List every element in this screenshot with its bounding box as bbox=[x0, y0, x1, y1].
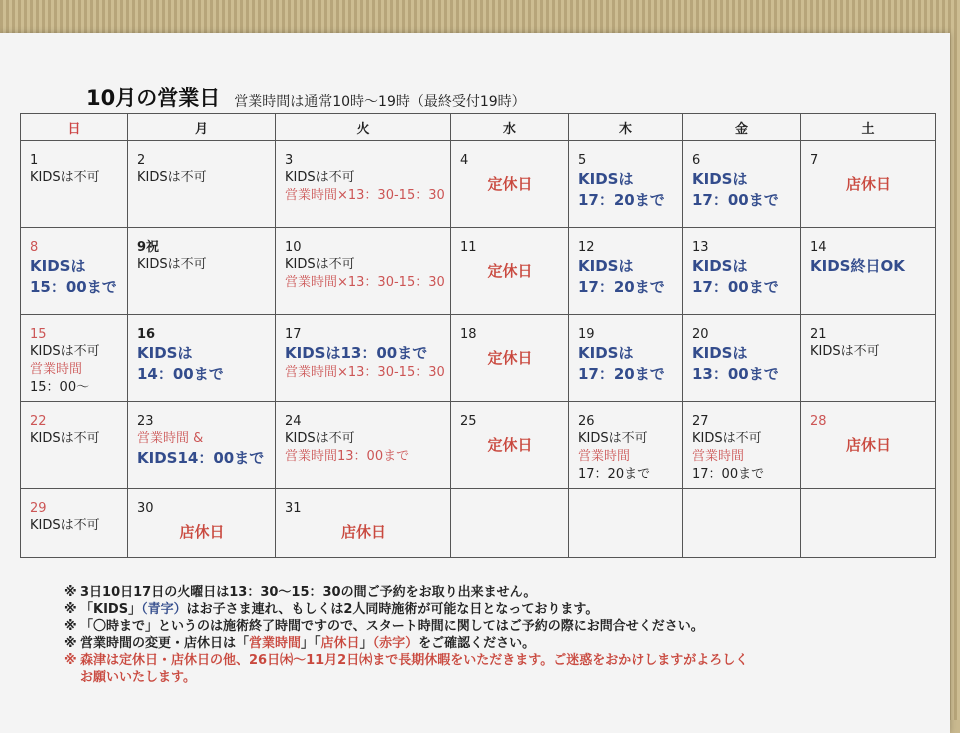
week-row bbox=[21, 141, 936, 228]
day-cell bbox=[683, 141, 801, 228]
weekday-tue: 火 bbox=[276, 114, 451, 141]
weekday-fri: 金 bbox=[683, 114, 801, 141]
note-4-e: 」 bbox=[359, 636, 373, 651]
day-note: KIDSは不可 bbox=[285, 170, 355, 185]
day-note: 15：00～ bbox=[30, 380, 90, 395]
day-number: 18 bbox=[460, 327, 477, 342]
kids-info: KIDSは bbox=[578, 344, 634, 362]
day-note: 17：00まで bbox=[692, 467, 765, 482]
day-note: KIDSは不可 bbox=[30, 344, 100, 359]
day-note: KIDSは不可 bbox=[30, 431, 100, 446]
day-cell bbox=[276, 141, 451, 228]
kids-info: 15：00まで bbox=[30, 278, 117, 296]
weekday-sun: 日 bbox=[21, 114, 128, 141]
closed-label: 定休日 bbox=[487, 349, 533, 367]
calendar-body bbox=[21, 141, 936, 558]
day-cell bbox=[451, 489, 569, 558]
day-number: 27 bbox=[692, 414, 709, 429]
day-number: 5 bbox=[578, 153, 587, 168]
note-1-text: 3日10日17日の火曜日は13：30～15：30の間ご予約をお取り出来ません。 bbox=[80, 585, 537, 600]
day-cell bbox=[801, 315, 936, 402]
day-number: 2 bbox=[137, 153, 146, 168]
day-cell bbox=[569, 489, 683, 558]
day-cell bbox=[801, 228, 936, 315]
day-note: KIDSは不可 bbox=[285, 257, 355, 272]
day-number: 21 bbox=[810, 327, 827, 342]
kids-info: KIDSは bbox=[578, 170, 634, 188]
note-2-text: はお子さま連れ、もしくは2人同時施術が可能な日となっております。 bbox=[186, 602, 599, 617]
day-number: 7 bbox=[810, 153, 819, 168]
day-cell bbox=[21, 402, 128, 489]
kids-info: KIDSは bbox=[692, 170, 748, 188]
day-cell bbox=[21, 141, 128, 228]
kids-info: KIDS終日OK bbox=[810, 257, 905, 275]
day-note: KIDSは不可 bbox=[810, 344, 880, 359]
day-number: 3 bbox=[285, 153, 294, 168]
kids-info: 14：00まで bbox=[137, 365, 224, 383]
kids-info: 13：00まで bbox=[692, 365, 779, 383]
day-cell bbox=[21, 315, 128, 402]
day-number: 30 bbox=[137, 501, 154, 516]
note-4-g: をご確認ください。 bbox=[418, 636, 536, 651]
week-row bbox=[21, 489, 936, 558]
kids-info: 17：00まで bbox=[692, 191, 779, 209]
kids-info: KIDS14：00まで bbox=[137, 449, 265, 467]
day-number: 19 bbox=[578, 327, 595, 342]
day-cell bbox=[128, 489, 276, 558]
note-5-text: 森津は定休日・店休日の他、26日㈭～11月2日㈭まで長期休暇をいただきます。ご迷惑をおかけしますがよろしく bbox=[80, 653, 749, 668]
day-cell bbox=[276, 315, 451, 402]
note-mark: ※ bbox=[64, 585, 77, 600]
kids-info: KIDSは bbox=[692, 257, 748, 275]
day-cell bbox=[21, 489, 128, 558]
note-1 bbox=[64, 584, 944, 601]
day-number: 28 bbox=[810, 414, 827, 429]
closed-label: 定休日 bbox=[487, 436, 533, 454]
hours-info: 営業時間×13：30-15：30 bbox=[285, 365, 445, 380]
day-cell bbox=[569, 141, 683, 228]
kids-info: 17：20まで bbox=[578, 365, 665, 383]
closed-label: 店休日 bbox=[340, 523, 386, 541]
day-number: 29 bbox=[30, 501, 47, 516]
day-number: 12 bbox=[578, 240, 595, 255]
day-cell bbox=[801, 141, 936, 228]
day-cell bbox=[451, 315, 569, 402]
day-number: 17 bbox=[285, 327, 302, 342]
hours-info: 営業時間 & bbox=[137, 431, 204, 446]
day-number: 1 bbox=[30, 153, 39, 168]
hours-info: 営業時間 bbox=[30, 362, 83, 377]
week-row bbox=[21, 228, 936, 315]
closed-label: 店休日 bbox=[845, 175, 891, 193]
day-number: 14 bbox=[810, 240, 827, 255]
kids-info: KIDSは13：00まで bbox=[285, 344, 428, 362]
day-number: 13 bbox=[692, 240, 709, 255]
day-number: 6 bbox=[692, 153, 701, 168]
kids-info: KIDSは bbox=[692, 344, 748, 362]
day-number: 22 bbox=[30, 414, 47, 429]
closed-label: 店休日 bbox=[179, 523, 225, 541]
hours-info: 営業時間 bbox=[692, 449, 745, 464]
note-mark: ※ bbox=[64, 619, 77, 634]
day-number: 26 bbox=[578, 414, 595, 429]
day-number: 15 bbox=[30, 327, 47, 342]
closed-label: 定休日 bbox=[487, 175, 533, 193]
note-mark: ※ bbox=[64, 602, 77, 617]
kids-info: 17：20まで bbox=[578, 191, 665, 209]
note-5 bbox=[64, 652, 944, 669]
day-cell bbox=[801, 489, 936, 558]
weekday-wed: 水 bbox=[451, 114, 569, 141]
day-cell bbox=[128, 141, 276, 228]
note-3 bbox=[64, 618, 944, 635]
day-note: KIDSは不可 bbox=[578, 431, 648, 446]
note-2 bbox=[64, 601, 944, 618]
note-4 bbox=[64, 635, 944, 652]
week-row bbox=[21, 315, 936, 402]
note-4-a: 営業時間の変更・店休日は「 bbox=[80, 636, 250, 651]
note-2-kids: 「KIDS」 bbox=[80, 602, 142, 617]
closed-label: 店休日 bbox=[845, 436, 891, 454]
note-3-text: 「〇時まで」というのは施術終了時間ですので、スタート時間に関してはご予約の際にお問合せください。 bbox=[80, 619, 704, 634]
hours-info: 営業時間×13：30-15：30 bbox=[285, 188, 445, 203]
day-note: KIDSは不可 bbox=[30, 518, 100, 533]
business-hours-note: 営業時間は通常10時～19時（最終受付19時） bbox=[234, 94, 526, 110]
closed-label: 定休日 bbox=[487, 262, 533, 280]
day-cell bbox=[128, 228, 276, 315]
note-6 bbox=[64, 669, 944, 686]
day-number: 4 bbox=[460, 153, 469, 168]
day-note: KIDSは不可 bbox=[285, 431, 355, 446]
kids-info: 17：20まで bbox=[578, 278, 665, 296]
day-note: KIDSは不可 bbox=[137, 170, 207, 185]
note-4-c: 」「 bbox=[301, 636, 321, 651]
day-cell bbox=[451, 402, 569, 489]
day-cell bbox=[451, 228, 569, 315]
day-number: 8 bbox=[30, 240, 39, 255]
day-cell bbox=[569, 315, 683, 402]
calendar-table bbox=[20, 113, 936, 558]
day-cell bbox=[683, 402, 801, 489]
day-cell bbox=[683, 228, 801, 315]
day-note: KIDSは不可 bbox=[30, 170, 100, 185]
day-number: 9祝 bbox=[137, 240, 160, 255]
day-cell bbox=[683, 315, 801, 402]
day-number: 25 bbox=[460, 414, 477, 429]
day-note: KIDSは不可 bbox=[137, 257, 207, 272]
note-4-hours: 営業時間 bbox=[249, 636, 302, 651]
day-cell bbox=[276, 402, 451, 489]
day-cell bbox=[128, 315, 276, 402]
day-cell bbox=[276, 228, 451, 315]
kids-info: KIDSは bbox=[578, 257, 634, 275]
day-cell bbox=[276, 489, 451, 558]
weekday-header-row bbox=[21, 114, 936, 141]
kids-info: KIDSは bbox=[137, 344, 193, 362]
hours-info: 営業時間 bbox=[578, 449, 631, 464]
day-cell bbox=[21, 228, 128, 315]
notes-section bbox=[64, 584, 944, 686]
day-number: 10 bbox=[285, 240, 302, 255]
header bbox=[86, 86, 526, 112]
day-number: 11 bbox=[460, 240, 477, 255]
day-number: 31 bbox=[285, 501, 302, 516]
note-mark: ※ bbox=[64, 653, 77, 668]
day-cell bbox=[569, 402, 683, 489]
hours-info: 営業時間×13：30-15：30 bbox=[285, 275, 445, 290]
day-cell bbox=[128, 402, 276, 489]
page-title: 10月の営業日 bbox=[86, 86, 221, 110]
day-cell bbox=[451, 141, 569, 228]
day-cell bbox=[569, 228, 683, 315]
note-4-closed: 店休日 bbox=[320, 636, 360, 651]
note-4-red: （赤字） bbox=[372, 636, 419, 651]
day-cell bbox=[801, 402, 936, 489]
day-number: 20 bbox=[692, 327, 709, 342]
weekday-sat: 土 bbox=[801, 114, 936, 141]
kids-info: KIDSは bbox=[30, 257, 86, 275]
week-row bbox=[21, 402, 936, 489]
day-note: 17：20まで bbox=[578, 467, 651, 482]
weekday-mon: 月 bbox=[128, 114, 276, 141]
weekday-thu: 木 bbox=[569, 114, 683, 141]
note-2-blue: （青字） bbox=[141, 602, 187, 617]
hours-info: 営業時間13：00まで bbox=[285, 449, 410, 464]
day-number: 24 bbox=[285, 414, 302, 429]
note-mark: ※ bbox=[64, 636, 77, 651]
day-number: 23 bbox=[137, 414, 154, 429]
note-6-text: お願いいたします。 bbox=[80, 670, 196, 685]
day-cell bbox=[683, 489, 801, 558]
day-number: 16 bbox=[137, 327, 156, 342]
day-note: KIDSは不可 bbox=[692, 431, 762, 446]
kids-info: 17：00まで bbox=[692, 278, 779, 296]
